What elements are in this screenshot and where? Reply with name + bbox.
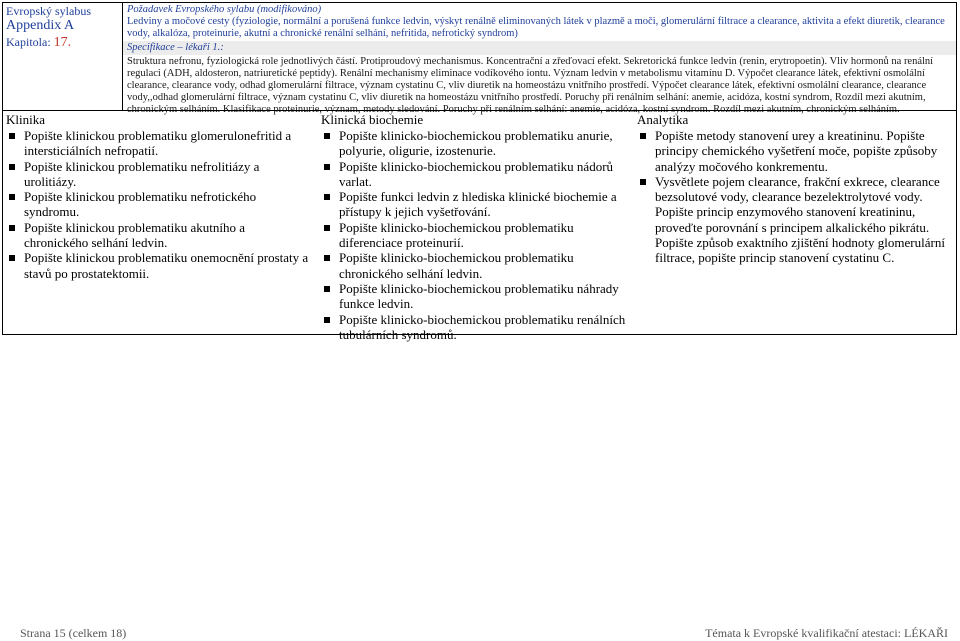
- requirements-label: Požadavek Evropského sylabu (modifikováno): [127, 4, 322, 15]
- biochemie-list: [321, 128, 635, 342]
- list-item: Popište klinicko-biochemickou problematiku anurie, polyurie, oligurie, izostenurie.: [321, 128, 635, 159]
- requirements-text: Ledviny a močové cesty (fyziologie, normální a porušená funkce ledvin, výskyt renálně eliminovaných látek v plazmě a moči, glomerulární filtrace a clearance, aktivita a efekt diuretik, clearance vody, alkalóza, proteinurie, akutní a chronické renální selhání, nefritida, nefrotický syndrom): [127, 16, 945, 39]
- list-item: Popište klinickou problematiku onemocnění prostaty a stavů po prostatektomii.: [6, 250, 311, 281]
- bullet-icon: [324, 133, 330, 139]
- list-item: Popište klinickou problematiku nefrolitiázy a urolitiázy.: [6, 159, 311, 190]
- chapter-number: 17.: [53, 35, 72, 50]
- bullet-icon: [324, 255, 330, 261]
- table-divider: [3, 110, 956, 111]
- bullet-icon: [324, 317, 330, 323]
- syllabus-reference-cell: [3, 3, 123, 110]
- bullet-icon: [324, 194, 330, 200]
- list-item: Popište metody stanovení urey a kreatininu. Popište principy chemického vyšetření moče, popište způsoby analýzy močového konkrementu.: [637, 128, 955, 174]
- list-item: Popište klinickou problematiku glomerulonefritid a intersticiálních nefropatií.: [6, 128, 311, 159]
- syllabus-table: [2, 2, 957, 342]
- list-item: Popište klinickou problematiku akutního a chronického selhání ledvin.: [6, 220, 311, 251]
- klinika-heading: Klinika: [6, 112, 45, 127]
- list-item: Popište klinicko-biochemickou problematiku renálních tubulárních syndromů.: [321, 312, 635, 343]
- bullet-icon: [9, 225, 15, 231]
- chapter-line: [6, 34, 119, 51]
- list-item: Popište klinicko-biochemickou problematiku nádorů varlat.: [321, 159, 635, 190]
- syllabus-name: Evropský sylabus: [6, 4, 91, 18]
- list-item: Vysvětlete pojem clearance, frakční exkrece, clearance bezsolutové vody, clearance bezelektrolytové vody. Popište princip enzymového stanovení kreatininu, proveďte porovnání s principem alkalického pikrátu. Popište způsob exaktního zjištění hodnoty glomerulární filtrace, popište princip stanovení cystatinu C.: [637, 174, 955, 266]
- requirements-cell: [123, 3, 956, 110]
- list-item: Popište klinicko-biochemickou problematiku diferenciace proteinurií.: [321, 220, 635, 251]
- bullet-icon: [640, 133, 646, 139]
- list-item: Popište klinickou problematiku nefrotického syndromu.: [6, 189, 311, 220]
- biochemie-heading: Klinická biochemie: [321, 112, 424, 127]
- bullet-icon: [9, 164, 15, 170]
- biochemie-column: [321, 113, 635, 342]
- list-item: Popište klinicko-biochemickou problematiku chronického selhání ledvin.: [321, 250, 635, 281]
- specification-label: Specifikace – lékaři 1.:: [123, 41, 956, 55]
- bullet-icon: [9, 133, 15, 139]
- bullet-icon: [9, 194, 15, 200]
- klinika-list: [6, 128, 311, 281]
- chapter-label: Kapitola:: [6, 35, 51, 49]
- page-number: Strana 15 (celkem 18): [20, 626, 127, 640]
- klinika-column: [6, 113, 311, 281]
- bullet-icon: [9, 255, 15, 261]
- bullet-icon: [324, 164, 330, 170]
- analytika-list: [637, 128, 955, 266]
- document-title-footer: Témata k Evropské kvalifikační atestaci: LÉKAŘI: [705, 626, 948, 640]
- bullet-icon: [324, 225, 330, 231]
- list-item: Popište klinicko-biochemickou problematiku náhrady funkce ledvin.: [321, 281, 635, 312]
- appendix-label: Appendix A: [6, 18, 75, 33]
- bullet-icon: [640, 179, 646, 185]
- analytika-heading: Analytika: [637, 112, 689, 127]
- specification-text: Struktura nefronu, fyziologická role jednotlivých částí. Protiproudový mechanismus. Koncentrační a zřeďovací efekt. Sekretorická funkce ledvin (renin, erytropoetin). Vliv hormonů na renální regulaci (ADH, aldosteron, natriuretické peptidy). Renální mechanismy eliminace vodíkového iontu. Význam ledvin v metabolismu vitamínu D. Výpočet clearance látek, efektivní osmolální clearance, clearance vody, odhad glomerulární filtrace, význam cystatinu C, vliv diuretik na homeostázu vnitřního prostředí. Výpočet clearance látek, efektivní osmolální clearance, clearance vody,,odhad glomerulární filtrace, význam cystatinu C, vliv diuretik na homeostázu vnitřního prostředí. Poruchy při renálním selhání: anemie, acidóza, kostní syndrom, Rozdíl mezi akutním,: [127, 56, 934, 103]
- analytika-column: [637, 113, 955, 266]
- bullet-icon: [324, 286, 330, 292]
- list-item: Popište funkci ledvin z hlediska klinické biochemie a přístupy k jejich vyšetřování.: [321, 189, 635, 220]
